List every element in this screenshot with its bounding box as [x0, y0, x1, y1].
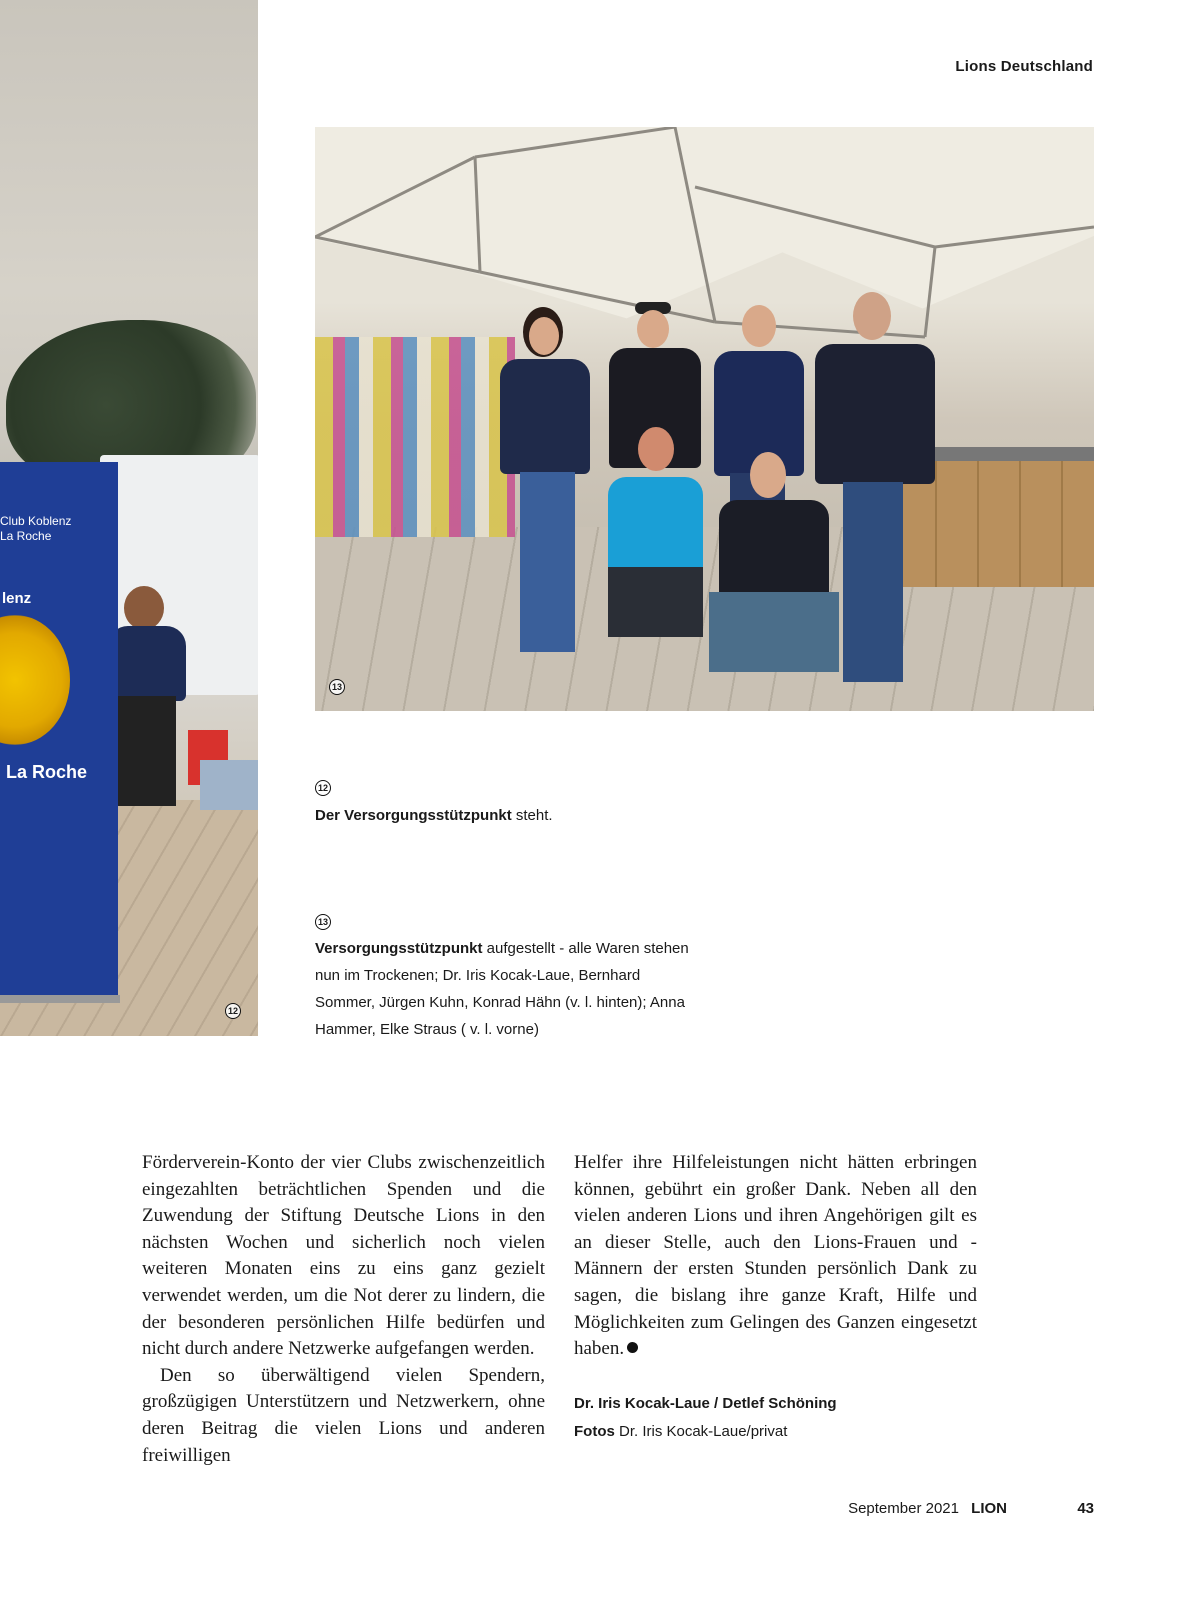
- person-front-2: [705, 452, 845, 711]
- banner-club-name: Club Koblenz La Roche: [0, 514, 72, 543]
- banner-bottom: La Roche: [6, 762, 88, 782]
- person-back-1: [495, 307, 595, 677]
- caption-13: Versorgungsstützpunkt aufgestellt - alle Waren stehen nun im Trockenen; Dr. Iris Kocak-Laue, Bernhard Sommer, Jürgen Kuhn, Konrad Hähn (v. l. hinten); Anna Hammer, Elke Straus ( v. l. vorne): [315, 940, 689, 1038]
- person: [108, 586, 188, 826]
- banner-stand: [0, 995, 120, 1003]
- photo-right: [315, 127, 1094, 711]
- caption-12: Der Versorgungsstützpunkt steht.: [315, 807, 553, 824]
- photo-left: [0, 0, 258, 1036]
- article-column-1: [142, 1150, 545, 1469]
- footer-date: September 2021: [848, 1500, 959, 1517]
- paragraph: Den so überwältigend vielen Spendern, großzügigen Unterstützern und Netzwerkern, ohne deren Beitrag die vielen Lions und anderen freiwilligen: [142, 1364, 545, 1466]
- person-front-1: [600, 427, 710, 667]
- caption-number-badge: 12: [315, 780, 331, 796]
- photo-number-badge: 12: [225, 1003, 241, 1019]
- paragraph: Helfer ihre Hilfeleistungen nicht hätten erbringen können, gebührt ein großer Dank. Neben all den vielen anderen Lions und ihren Angehörigen gilt es an dieser Stelle, auch den Lions-Frauen und -Männern der ersten Stunden persönlich Dank zu sagen, die bislang ihre ganze Kraft, Hilfe und Möglichkeiten zum Gelingen des Ganzen eingesetzt haben.: [574, 1152, 977, 1360]
- photos-label: Fotos: [574, 1423, 615, 1440]
- photo-number-badge: 13: [329, 679, 345, 695]
- bottles: [200, 760, 258, 810]
- byline: [574, 1390, 837, 1446]
- footer-magazine: LION: [971, 1500, 1007, 1517]
- section-label: Lions Deutschland: [955, 58, 1093, 75]
- paragraph: Förderverein-Konto der vier Clubs zwischenzeitlich eingezahlten beträchtlichen Spenden und die Zuwendung der Stiftung Deutsche Lions in den nächsten Wochen und sicherlich noch vielen weiteren Monaten eins zu eins ganz gezielt verwendet werden, um die Not derer zu lindern, die der besonderen persönlichen Hilfe bedürfen und nicht durch andere Netzwerke aufgefangen werden.: [142, 1152, 545, 1360]
- article-column-2: [574, 1150, 977, 1363]
- banner-city: lenz: [2, 590, 32, 607]
- page-number: 43: [1077, 1500, 1094, 1517]
- authors: Dr. Iris Kocak-Laue / Detlef Schöning: [574, 1395, 837, 1412]
- caption-number-badge: 13: [315, 914, 331, 930]
- end-mark-icon: [627, 1342, 638, 1353]
- photos-credit: Dr. Iris Kocak-Laue/privat: [614, 1423, 788, 1440]
